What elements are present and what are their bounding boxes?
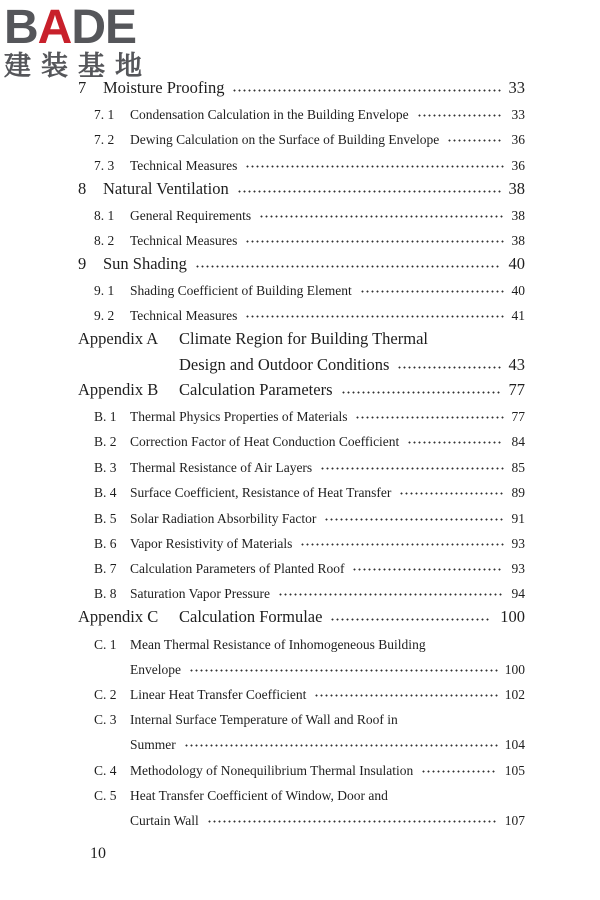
toc-entry-page: 41 <box>511 307 525 323</box>
toc-entry[interactable] <box>0 604 600 628</box>
dot-leader <box>245 315 505 318</box>
toc-entry-title: Heat Transfer Coefficient of Window, Door and <box>130 787 388 803</box>
toc-entry-title: Dewing Calculation on the Surface of Building Envelope <box>130 131 440 147</box>
toc-entry-page: 33 <box>511 106 525 122</box>
dot-leader <box>421 770 496 773</box>
toc-entry[interactable] <box>0 427 600 451</box>
dot-leader <box>259 215 504 218</box>
toc-entry-number: B. 2 <box>94 433 117 449</box>
toc-entry-number: C. 4 <box>94 762 117 778</box>
toc-entry-title: Curtain Wall <box>130 812 199 828</box>
dot-leader <box>278 593 503 596</box>
toc-entry[interactable] <box>0 276 600 300</box>
dot-leader <box>324 518 504 521</box>
toc-entry-page: 100 <box>500 606 525 626</box>
toc-entry-title: Climate Region for Building Thermal <box>179 328 428 348</box>
toc-entry-number: B. 7 <box>94 560 117 576</box>
toc-entry-title: Saturation Vapor Pressure <box>130 585 270 601</box>
toc-entry[interactable] <box>0 377 600 401</box>
toc-entry-title: Calculation Parameters of Planted Roof <box>130 560 345 576</box>
toc-entry[interactable] <box>0 756 600 780</box>
toc-entry-page: 91 <box>511 510 525 526</box>
toc-entry-page: 102 <box>504 686 525 702</box>
dot-leader <box>399 492 504 495</box>
toc-entry-number: B. 6 <box>94 535 117 551</box>
toc-entry-page: 107 <box>504 812 525 828</box>
toc-entry-page: 40 <box>511 282 525 298</box>
logo-wordmark: BADE <box>4 1 137 54</box>
toc-entry-number: 8. 2 <box>94 232 115 248</box>
bade-logo <box>4 2 152 82</box>
dot-leader <box>341 391 501 394</box>
toc-entry[interactable] <box>0 680 600 704</box>
toc-entry-page: 38 <box>511 232 525 248</box>
toc-entry[interactable] <box>0 251 600 275</box>
dot-leader <box>447 139 502 142</box>
toc-entry-number: B. 5 <box>94 510 117 526</box>
toc-entry-page: 77 <box>511 408 525 424</box>
toc-entry-number: C. 5 <box>94 787 117 803</box>
toc-entry[interactable] <box>0 781 600 805</box>
dot-leader <box>237 190 502 193</box>
dot-leader <box>417 114 502 117</box>
toc-entry[interactable] <box>0 529 600 553</box>
toc-entry-page: 105 <box>504 762 525 778</box>
toc-entry[interactable] <box>0 730 600 754</box>
toc-entry-title: Condensation Calculation in the Building Envelope <box>130 106 409 122</box>
dot-leader <box>320 467 505 470</box>
toc-entry-page: 38 <box>508 178 525 198</box>
toc-entry-title: Correction Factor of Heat Conduction Coefficient <box>130 433 400 449</box>
toc-entry-number: B. 8 <box>94 585 117 601</box>
toc-entry-title: Technical Measures <box>130 307 238 323</box>
dot-leader <box>352 568 502 571</box>
toc-entry[interactable] <box>0 705 600 729</box>
toc-entry-page: 33 <box>508 77 525 97</box>
toc-entry-title: Natural Ventilation <box>103 178 229 198</box>
toc-entry[interactable] <box>0 201 600 225</box>
dot-leader <box>397 366 502 369</box>
toc-entry[interactable] <box>0 226 600 250</box>
toc-entry-number: B. 4 <box>94 484 117 500</box>
toc-entry-number: B. 1 <box>94 408 117 424</box>
toc-entry-title: Surface Coefficient, Resistance of Heat Transfer <box>130 484 392 500</box>
toc-entry-page: 85 <box>511 459 525 475</box>
toc-entry-number: 9 <box>78 253 87 273</box>
toc-entry-number: 9. 2 <box>94 307 115 323</box>
dot-leader <box>355 416 505 419</box>
toc-entry-title: Mean Thermal Resistance of Inhomogeneous Building <box>130 636 426 652</box>
toc-entry-title: Shading Coefficient of Building Element <box>130 282 352 298</box>
toc-entry[interactable] <box>0 579 600 603</box>
toc-entry-page: 36 <box>511 157 525 173</box>
toc-entry-title: Internal Surface Temperature of Wall and Roof in <box>130 711 398 727</box>
toc-entry-title: Thermal Physics Properties of Materials <box>130 408 348 424</box>
toc-entry-title: General Requirements <box>130 207 252 223</box>
toc-entry-title: Calculation Formulae <box>179 606 323 626</box>
toc-entry[interactable] <box>0 630 600 654</box>
toc-entry-title: Vapor Resistivity of Materials <box>130 535 293 551</box>
toc-entry[interactable] <box>0 402 600 426</box>
toc-entry-number: 9. 1 <box>94 282 115 298</box>
toc-entry-page: 104 <box>504 736 525 752</box>
dot-leader <box>207 820 497 823</box>
toc-entry-title: Summer <box>130 736 176 752</box>
toc-entry-page: 43 <box>508 354 525 374</box>
toc-entry-number: C. 3 <box>94 711 117 727</box>
toc-entry[interactable] <box>0 100 600 124</box>
dot-leader <box>360 290 505 293</box>
toc-entry-number: C. 2 <box>94 686 117 702</box>
dot-leader <box>314 694 499 697</box>
toc-entry[interactable] <box>0 326 600 350</box>
toc-entry-page: 100 <box>504 661 525 677</box>
toc-entry[interactable] <box>0 453 600 477</box>
toc-entry-number: Appendix A <box>78 328 159 348</box>
dot-leader <box>407 441 502 444</box>
toc-entry-title: Methodology of Nonequilibrium Thermal Insulation <box>130 762 414 778</box>
toc-entry[interactable] <box>0 125 600 149</box>
toc-entry-title: Design and Outdoor Conditions <box>179 354 390 374</box>
toc-entry[interactable] <box>0 352 600 376</box>
toc-entry-page: 94 <box>511 585 525 601</box>
toc-entry-title: Technical Measures <box>130 157 238 173</box>
dot-leader <box>189 669 499 672</box>
dot-leader <box>232 89 502 92</box>
toc-entry-title: Linear Heat Transfer Coefficient <box>130 686 307 702</box>
toc-entry-title: Sun Shading <box>103 253 187 273</box>
toc-entry[interactable] <box>0 151 600 175</box>
toc-entry-number: 8 <box>78 178 87 198</box>
toc-entry-page: 36 <box>511 131 525 147</box>
toc-entry-page: 38 <box>511 207 525 223</box>
toc-entry-page: 89 <box>511 484 525 500</box>
toc-entry-number: C. 1 <box>94 636 117 652</box>
toc-entry-number: 7 <box>78 77 87 97</box>
toc-entry-page: 84 <box>511 433 525 449</box>
toc-entry-number: 7. 2 <box>94 131 115 147</box>
toc-entry[interactable] <box>0 554 600 578</box>
toc-entry-title: Envelope <box>130 661 181 677</box>
toc-entry-number: B. 3 <box>94 459 117 475</box>
toc-entry[interactable] <box>0 301 600 325</box>
toc-entry-page: 77 <box>508 379 525 399</box>
toc-entry-page: 40 <box>508 253 525 273</box>
toc-entry[interactable] <box>0 176 600 200</box>
toc-entry[interactable] <box>0 806 600 830</box>
dot-leader <box>184 744 499 747</box>
toc-entry-number: 7. 3 <box>94 157 115 173</box>
dot-leader <box>300 543 505 546</box>
dot-leader <box>245 165 505 168</box>
dot-leader <box>195 265 500 268</box>
toc-entry[interactable] <box>0 504 600 528</box>
toc-entry-title: Calculation Parameters <box>179 379 333 399</box>
toc-entry-number: Appendix C <box>78 606 159 626</box>
toc-entry-page: 93 <box>511 560 525 576</box>
dot-leader <box>330 618 490 621</box>
toc-entry-title: Technical Measures <box>130 232 238 248</box>
toc-entry-title: Thermal Resistance of Air Layers <box>130 459 313 475</box>
toc-entry-title: Moisture Proofing <box>103 77 225 97</box>
toc-entry-title: Solar Radiation Absorbility Factor <box>130 510 317 526</box>
logo-chinese-text: 建装基地 <box>4 51 152 82</box>
toc-entry[interactable] <box>0 478 600 502</box>
toc-entry-number: Appendix B <box>78 379 159 399</box>
toc-entry-number: 7. 1 <box>94 106 115 122</box>
dot-leader <box>245 240 505 243</box>
page-number: 10 <box>90 845 106 862</box>
toc-entry[interactable] <box>0 655 600 679</box>
toc-entry-number: 8. 1 <box>94 207 115 223</box>
toc-entry-page: 93 <box>511 535 525 551</box>
